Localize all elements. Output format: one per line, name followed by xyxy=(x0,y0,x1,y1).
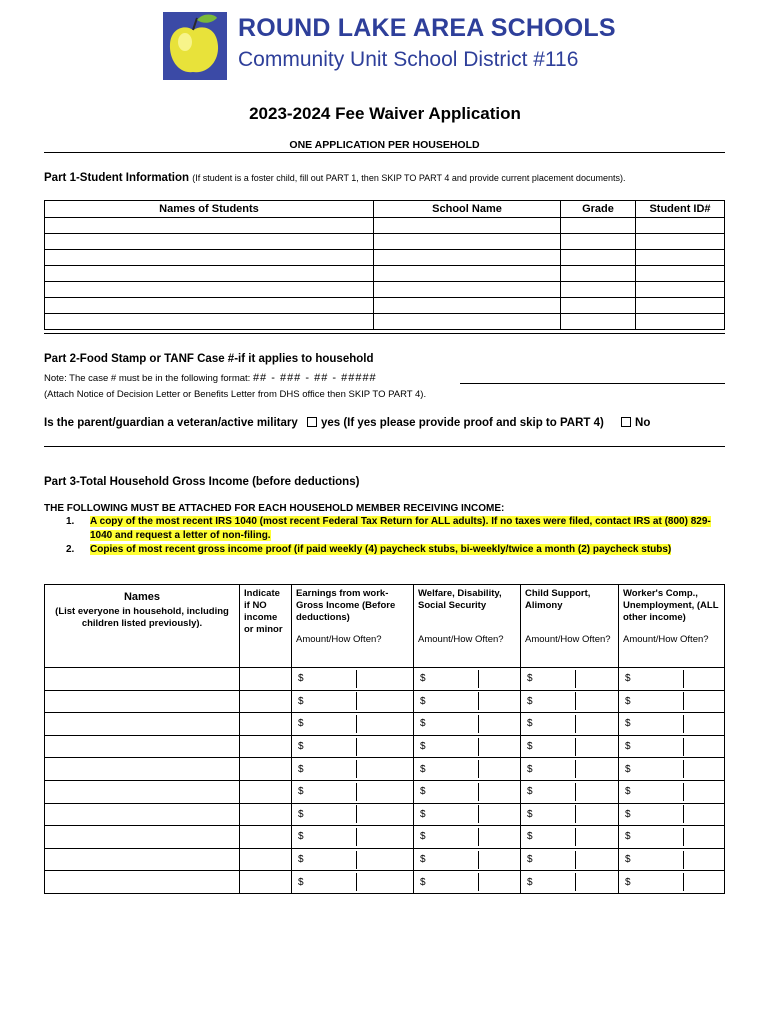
amount-separator xyxy=(575,805,576,823)
student-name-field[interactable] xyxy=(45,298,374,314)
earnings-amount-field[interactable] xyxy=(292,735,414,758)
other-income-amount-field[interactable] xyxy=(619,735,725,758)
veteran-question: Is the parent/guardian a veteran/active military xyxy=(44,417,298,429)
amount-separator xyxy=(575,738,576,756)
child-support-amount-field[interactable] xyxy=(521,780,619,803)
amount-separator xyxy=(683,760,684,778)
dollar-sign: $ xyxy=(298,808,304,820)
no-income-field[interactable] xyxy=(240,713,292,736)
amount-separator xyxy=(356,805,357,823)
amount-separator xyxy=(356,760,357,778)
amount-separator xyxy=(356,692,357,710)
amount-separator xyxy=(356,670,357,688)
dollar-sign: $ xyxy=(625,786,631,798)
amount-cell xyxy=(292,713,413,735)
other-income-amount-field[interactable] xyxy=(619,803,725,826)
child-support-amount-field[interactable] xyxy=(521,871,619,894)
income-table-header xyxy=(45,585,725,668)
amount-separator xyxy=(575,670,576,688)
col-school: School Name xyxy=(374,201,561,218)
dollar-sign: $ xyxy=(527,831,533,843)
divider xyxy=(44,333,725,334)
dollar-sign: $ xyxy=(298,763,304,775)
no-label: No xyxy=(635,417,651,429)
district-name: Community Unit School District #116 xyxy=(238,48,579,71)
amount-separator xyxy=(575,873,576,891)
amount-cell xyxy=(521,781,618,803)
amount-cell xyxy=(521,871,618,893)
amount-cell xyxy=(521,849,618,871)
amount-separator xyxy=(478,738,479,756)
student-name-field[interactable] xyxy=(45,266,374,282)
dollar-sign: $ xyxy=(527,695,533,707)
case-number-input[interactable] xyxy=(460,383,725,384)
amount-cell xyxy=(414,691,520,713)
other-income-amount-field[interactable] xyxy=(619,713,725,736)
welfare-amount-field[interactable] xyxy=(414,668,521,691)
child-support-header xyxy=(521,585,619,668)
student-id-field[interactable] xyxy=(636,266,725,282)
indicate-header: Indicate if NO income or minor xyxy=(240,585,292,668)
amount-separator xyxy=(478,828,479,846)
child-support-amount-field[interactable] xyxy=(521,690,619,713)
student-id-field[interactable] xyxy=(636,298,725,314)
other-income-amount-field[interactable] xyxy=(619,826,725,849)
school-name-field[interactable] xyxy=(374,282,561,298)
other-income-amount-field[interactable] xyxy=(619,668,725,691)
child-support-amount-field[interactable] xyxy=(521,668,619,691)
amount-cell xyxy=(521,668,618,690)
welfare-header xyxy=(414,585,521,668)
table-row xyxy=(45,266,725,282)
no-checkbox[interactable] xyxy=(621,417,631,427)
earnings-amount-field[interactable] xyxy=(292,871,414,894)
amount-separator xyxy=(478,873,479,891)
requirements-list xyxy=(66,515,726,557)
table-row xyxy=(45,848,725,871)
amount-cell xyxy=(292,691,413,713)
amount-separator xyxy=(683,805,684,823)
dollar-sign: $ xyxy=(298,831,304,843)
amount-separator xyxy=(575,783,576,801)
student-name-field[interactable] xyxy=(45,218,374,234)
item-number: 2. xyxy=(66,544,75,555)
divider xyxy=(44,152,725,153)
table-row xyxy=(45,314,725,330)
earnings-title: Earnings from work-Gross Income (Before deductions) xyxy=(296,588,396,623)
amount-separator xyxy=(575,692,576,710)
amount-cell xyxy=(619,804,724,826)
earnings-amount-field[interactable] xyxy=(292,713,414,736)
amount-cell xyxy=(619,758,724,780)
item-number: 1. xyxy=(66,516,75,527)
earnings-header xyxy=(292,585,414,668)
dollar-sign: $ xyxy=(298,741,304,753)
item-highlight: Copies of most recent gross income proof (if paid weekly (4) paycheck stubs, bi-weekly/twice a month (2) paycheck stubs) xyxy=(90,544,672,555)
dollar-sign: $ xyxy=(625,854,631,866)
earnings-amount-field[interactable] xyxy=(292,780,414,803)
earnings-amount-field[interactable] xyxy=(292,803,414,826)
part2-heading: Part 2-Food Stamp or TANF Case #-if it applies to household xyxy=(44,353,374,365)
dollar-sign: $ xyxy=(420,854,426,866)
grade-field[interactable] xyxy=(561,218,636,234)
amount-separator xyxy=(683,783,684,801)
no-income-field[interactable] xyxy=(240,758,292,781)
household-name-field[interactable] xyxy=(45,713,240,736)
dollar-sign: $ xyxy=(625,808,631,820)
amount-separator xyxy=(356,738,357,756)
table-row xyxy=(45,803,725,826)
names-subheader: (List everyone in household, including children listed previously). xyxy=(55,606,229,629)
welfare-amount-field[interactable] xyxy=(414,826,521,849)
other-income-amount-field[interactable] xyxy=(619,758,725,781)
dollar-sign: $ xyxy=(527,786,533,798)
dollar-sign: $ xyxy=(420,695,426,707)
no-income-field[interactable] xyxy=(240,803,292,826)
amount-cell xyxy=(292,736,413,758)
dollar-sign: $ xyxy=(420,876,426,888)
student-id-field[interactable] xyxy=(636,250,725,266)
yes-option[interactable] xyxy=(307,417,604,429)
form-subtitle: ONE APPLICATION PER HOUSEHOLD xyxy=(289,139,480,151)
dollar-sign: $ xyxy=(420,808,426,820)
amount-cell xyxy=(414,826,520,848)
amount-separator xyxy=(683,692,684,710)
amount-cell xyxy=(292,804,413,826)
amount-separator xyxy=(683,670,684,688)
child-support-amount-field[interactable] xyxy=(521,848,619,871)
col-grade: Grade xyxy=(561,201,636,218)
amount-cell xyxy=(521,826,618,848)
welfare-amount-field[interactable] xyxy=(414,758,521,781)
amount-separator xyxy=(356,715,357,733)
amount-cell xyxy=(292,668,413,690)
dollar-sign: $ xyxy=(527,763,533,775)
veteran-question-line xyxy=(44,417,650,429)
amount-separator xyxy=(683,851,684,869)
dollar-sign: $ xyxy=(625,718,631,730)
household-name-field[interactable] xyxy=(45,668,240,691)
household-name-field[interactable] xyxy=(45,758,240,781)
student-name-field[interactable] xyxy=(45,234,374,250)
dollar-sign: $ xyxy=(625,831,631,843)
list-item xyxy=(66,543,726,557)
school-name: ROUND LAKE AREA SCHOOLS xyxy=(238,14,616,42)
part3-instructions: THE FOLLOWING MUST BE ATTACHED FOR EACH HOUSEHOLD MEMBER RECEIVING INCOME: xyxy=(44,503,505,514)
household-name-field[interactable] xyxy=(45,848,240,871)
amount-cell xyxy=(521,736,618,758)
table-row xyxy=(45,713,725,736)
amount-cell xyxy=(619,826,724,848)
child-support-sub: Amount/How Often? xyxy=(525,634,611,645)
student-table xyxy=(44,200,725,330)
dollar-sign: $ xyxy=(527,673,533,685)
amount-separator xyxy=(478,851,479,869)
earnings-sub: Amount/How Often? xyxy=(296,634,382,645)
household-name-field[interactable] xyxy=(45,826,240,849)
other-income-amount-field[interactable] xyxy=(619,690,725,713)
amount-cell xyxy=(292,758,413,780)
grade-field[interactable] xyxy=(561,298,636,314)
school-name-field[interactable] xyxy=(374,234,561,250)
amount-separator xyxy=(683,828,684,846)
household-name-field[interactable] xyxy=(45,871,240,894)
welfare-amount-field[interactable] xyxy=(414,735,521,758)
no-income-field[interactable] xyxy=(240,871,292,894)
amount-cell xyxy=(521,758,618,780)
part1-title: Part 1-Student Information xyxy=(44,172,190,184)
other-income-amount-field[interactable] xyxy=(619,780,725,803)
amount-separator xyxy=(478,783,479,801)
amount-cell xyxy=(414,713,520,735)
amount-cell xyxy=(619,668,724,690)
child-support-amount-field[interactable] xyxy=(521,826,619,849)
amount-cell xyxy=(414,736,520,758)
amount-cell xyxy=(414,758,520,780)
dollar-sign: $ xyxy=(298,876,304,888)
dollar-sign: $ xyxy=(420,741,426,753)
amount-separator xyxy=(356,783,357,801)
grade-field[interactable] xyxy=(561,250,636,266)
student-id-field[interactable] xyxy=(636,234,725,250)
dollar-sign: $ xyxy=(298,673,304,685)
item-text xyxy=(90,543,671,557)
amount-separator xyxy=(683,873,684,891)
amount-cell xyxy=(619,849,724,871)
case-format: ## - ### - ## - ##### xyxy=(252,372,377,384)
table-row xyxy=(45,780,725,803)
student-id-field[interactable] xyxy=(636,282,725,298)
amount-cell xyxy=(521,691,618,713)
amount-separator xyxy=(575,715,576,733)
amount-cell xyxy=(414,781,520,803)
table-row xyxy=(45,298,725,314)
form-title: 2023-2024 Fee Waiver Application xyxy=(249,104,521,123)
names-header-cell xyxy=(45,585,240,668)
dollar-sign: $ xyxy=(420,718,426,730)
amount-cell xyxy=(292,849,413,871)
attach-note: (Attach Notice of Decision Letter or Benefits Letter from DHS office then SKIP TO PART 4). xyxy=(44,389,427,400)
dollar-sign: $ xyxy=(298,718,304,730)
amount-separator xyxy=(356,851,357,869)
table-row xyxy=(45,690,725,713)
school-name-field[interactable] xyxy=(374,250,561,266)
dollar-sign: $ xyxy=(625,876,631,888)
school-name-field[interactable] xyxy=(374,218,561,234)
other-income-sub: Amount/How Often? xyxy=(623,634,709,645)
amount-separator xyxy=(683,738,684,756)
grade-field[interactable] xyxy=(561,314,636,330)
income-table xyxy=(44,584,725,894)
yes-checkbox[interactable] xyxy=(307,417,317,427)
welfare-sub: Amount/How Often? xyxy=(418,634,504,645)
household-name-field[interactable] xyxy=(45,735,240,758)
apple-icon xyxy=(163,12,227,80)
welfare-amount-field[interactable] xyxy=(414,780,521,803)
welfare-title: Welfare, Disability, Social Security xyxy=(418,588,502,611)
amount-cell xyxy=(619,781,724,803)
table-row xyxy=(45,735,725,758)
amount-separator xyxy=(575,851,576,869)
dollar-sign: $ xyxy=(527,741,533,753)
dollar-sign: $ xyxy=(527,854,533,866)
amount-cell xyxy=(619,691,724,713)
dollar-sign: $ xyxy=(420,831,426,843)
dollar-sign: $ xyxy=(420,786,426,798)
earnings-amount-field[interactable] xyxy=(292,848,414,871)
dollar-sign: $ xyxy=(298,786,304,798)
household-name-field[interactable] xyxy=(45,780,240,803)
other-income-title: Worker's Comp., Unemployment, (ALL other income) xyxy=(623,588,719,623)
amount-separator xyxy=(575,760,576,778)
table-row xyxy=(45,668,725,691)
yes-label: yes (If yes please provide proof and skip to PART 4) xyxy=(320,417,604,429)
no-income-field[interactable] xyxy=(240,690,292,713)
no-income-field[interactable] xyxy=(240,735,292,758)
amount-cell xyxy=(292,781,413,803)
other-income-amount-field[interactable] xyxy=(619,871,725,894)
amount-separator xyxy=(356,873,357,891)
amount-separator xyxy=(478,670,479,688)
col-student-id: Student ID# xyxy=(636,201,725,218)
grade-field[interactable] xyxy=(561,282,636,298)
child-support-amount-field[interactable] xyxy=(521,758,619,781)
no-income-field[interactable] xyxy=(240,848,292,871)
item-text xyxy=(90,515,726,543)
household-name-field[interactable] xyxy=(45,803,240,826)
dollar-sign: $ xyxy=(298,695,304,707)
earnings-amount-field[interactable] xyxy=(292,826,414,849)
dollar-sign: $ xyxy=(527,876,533,888)
child-support-amount-field[interactable] xyxy=(521,735,619,758)
child-support-amount-field[interactable] xyxy=(521,713,619,736)
amount-separator xyxy=(478,805,479,823)
household-name-field[interactable] xyxy=(45,690,240,713)
dollar-sign: $ xyxy=(527,808,533,820)
amount-cell xyxy=(292,826,413,848)
earnings-amount-field[interactable] xyxy=(292,668,414,691)
amount-separator xyxy=(478,760,479,778)
amount-cell xyxy=(619,713,724,735)
table-row xyxy=(45,234,725,250)
amount-separator xyxy=(356,828,357,846)
no-option[interactable] xyxy=(621,417,650,429)
part3-heading: Part 3-Total Household Gross Income (before deductions) xyxy=(44,476,360,488)
dollar-sign: $ xyxy=(625,695,631,707)
amount-cell xyxy=(414,804,520,826)
student-id-field[interactable] xyxy=(636,218,725,234)
amount-separator xyxy=(478,715,479,733)
no-income-field[interactable] xyxy=(240,668,292,691)
amount-cell xyxy=(619,871,724,893)
student-name-field[interactable] xyxy=(45,314,374,330)
amount-cell xyxy=(414,849,520,871)
school-name-field[interactable] xyxy=(374,266,561,282)
amount-cell xyxy=(521,713,618,735)
table-row xyxy=(45,871,725,894)
grade-field[interactable] xyxy=(561,234,636,250)
school-name-field[interactable] xyxy=(374,314,561,330)
table-row xyxy=(45,826,725,849)
other-income-amount-field[interactable] xyxy=(619,848,725,871)
table-row xyxy=(45,250,725,266)
earnings-amount-field[interactable] xyxy=(292,690,414,713)
school-name-field[interactable] xyxy=(374,298,561,314)
table-row xyxy=(45,282,725,298)
earnings-amount-field[interactable] xyxy=(292,758,414,781)
child-support-title: Child Support, Alimony xyxy=(525,588,591,611)
col-names: Names of Students xyxy=(45,201,374,218)
names-header: Names xyxy=(123,591,161,603)
case-format-note xyxy=(44,372,377,384)
amount-separator xyxy=(575,828,576,846)
dollar-sign: $ xyxy=(625,741,631,753)
amount-cell xyxy=(414,871,520,893)
student-table-header xyxy=(45,201,725,218)
dollar-sign: $ xyxy=(625,673,631,685)
child-support-amount-field[interactable] xyxy=(521,803,619,826)
no-income-field[interactable] xyxy=(240,780,292,803)
amount-cell xyxy=(292,871,413,893)
amount-cell xyxy=(521,804,618,826)
format-note-text: Note: The case # must be in the following format: xyxy=(44,373,251,384)
welfare-amount-field[interactable] xyxy=(414,848,521,871)
item-highlight: A copy of the most recent IRS 1040 (most recent Federal Tax Return for ALL adults). If no taxes were filed, contact IRS at (800) 829-1040 and request a letter of non-filing. xyxy=(90,516,711,541)
dollar-sign: $ xyxy=(527,718,533,730)
table-row xyxy=(45,218,725,234)
amount-separator xyxy=(683,715,684,733)
dollar-sign: $ xyxy=(298,854,304,866)
dollar-sign: $ xyxy=(420,763,426,775)
part1-heading xyxy=(44,172,625,184)
dollar-sign: $ xyxy=(420,673,426,685)
grade-field[interactable] xyxy=(561,266,636,282)
other-income-header xyxy=(619,585,725,668)
welfare-amount-field[interactable] xyxy=(414,871,521,894)
welfare-amount-field[interactable] xyxy=(414,713,521,736)
amount-cell xyxy=(414,668,520,690)
student-name-field[interactable] xyxy=(45,250,374,266)
no-income-field[interactable] xyxy=(240,826,292,849)
list-item xyxy=(66,515,726,543)
table-row xyxy=(45,758,725,781)
part1-note: (If student is a foster child, fill out PART 1, then SKIP TO PART 4 and provide current placement documents). xyxy=(192,173,626,183)
amount-cell xyxy=(619,736,724,758)
student-name-field[interactable] xyxy=(45,282,374,298)
welfare-amount-field[interactable] xyxy=(414,803,521,826)
amount-separator xyxy=(478,692,479,710)
student-id-field[interactable] xyxy=(636,314,725,330)
dollar-sign: $ xyxy=(625,763,631,775)
welfare-amount-field[interactable] xyxy=(414,690,521,713)
divider xyxy=(44,446,725,447)
